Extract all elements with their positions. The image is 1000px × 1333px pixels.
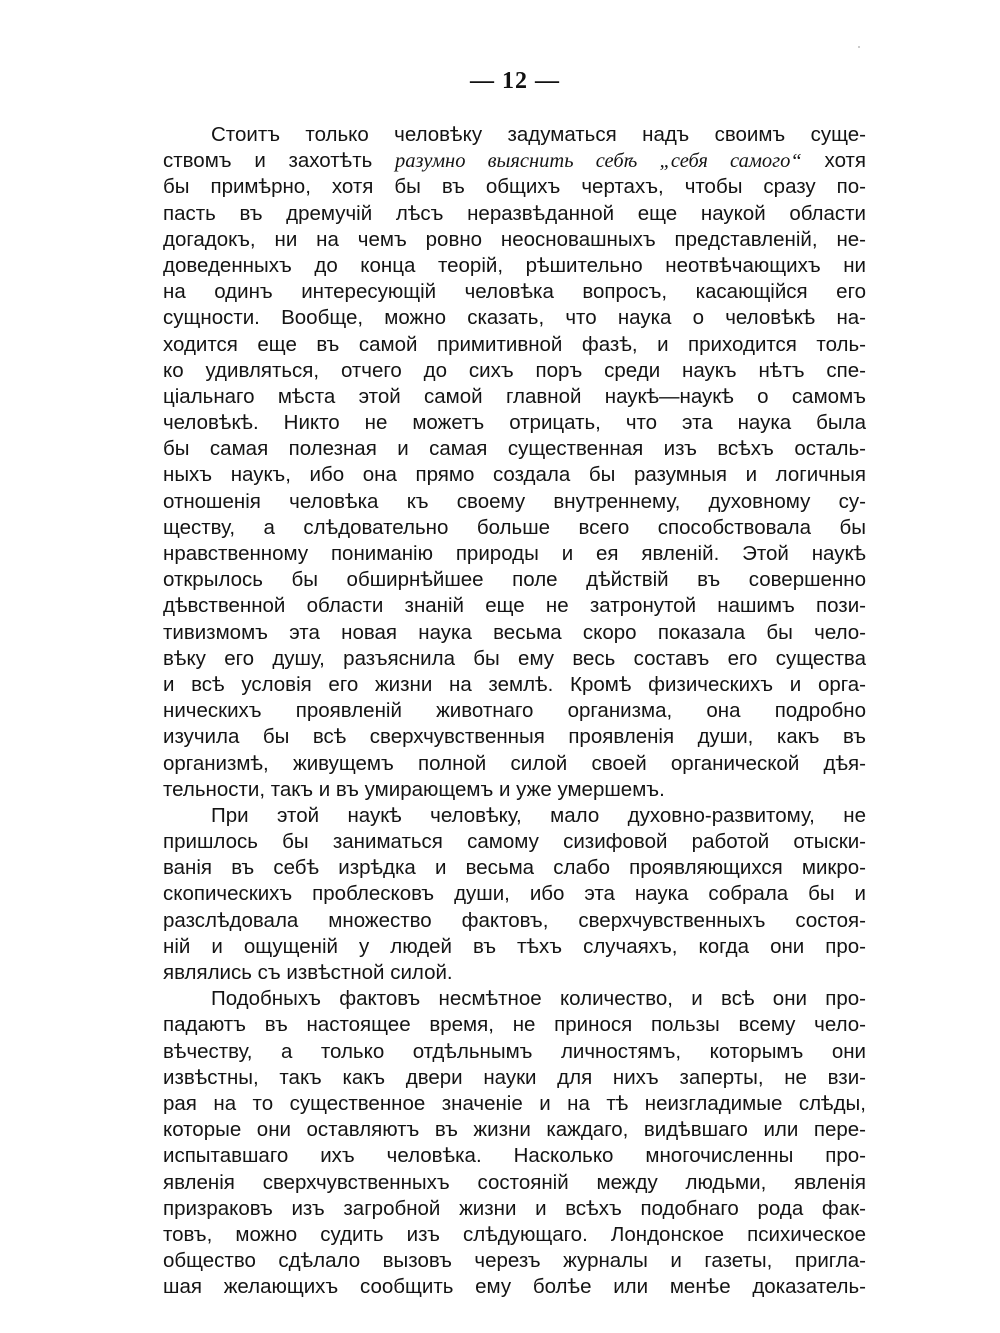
text-line: являлись съ извѣстной силой. — [163, 961, 453, 984]
text-line: При этой наукѣ человѣку, мало духовно-развитому, не — [211, 803, 866, 827]
text-line: и всѣ условія его жизни на землѣ. Кромѣ физическихъ и орга- — [163, 672, 866, 696]
text-line: общество сдѣлало вызовъ черезъ журналы и газеты, пригла- — [163, 1249, 866, 1273]
text-line: на одинъ интересующій человѣка вопросъ, касающійся его — [163, 280, 866, 304]
text-line: доведенныхъ до конца теорій, рѣшительно неотвѣчающихъ ни — [163, 253, 866, 277]
text-line: сущности. Вообще, можно сказать, что наука о человѣкѣ на- — [163, 306, 866, 330]
text-line: ныхъ наукъ, ибо она прямо создала бы разумныя и логичныя — [163, 463, 866, 487]
text-segment: хотя — [801, 149, 867, 173]
text-line: разслѣдовала множество фактовъ, сверхчувственныхъ состоя- — [163, 908, 866, 932]
text-line: вѣку его душу, разъяснила бы ему весь составъ его существа — [163, 646, 866, 670]
text-line: ническихъ проявленій животнаго организма, она подробно — [163, 699, 866, 723]
text-line: пасть въ дремучій лѣсъ неразвѣданной еще наукой области — [163, 201, 866, 225]
text-line: бы самая полезная и самая существенная изъ всѣхъ осталь- — [163, 437, 866, 461]
text-line: скопическихъ проблесковъ души, ибо эта наука собрала бы и — [163, 882, 866, 906]
page-number: — 12 — — [470, 68, 560, 94]
text-line: человѣкѣ. Никто не можетъ отрицать, что эта наука была — [163, 411, 866, 435]
text-segment: ствомъ и захотѣть — [163, 149, 395, 173]
text-line: отношенія человѣка къ своему внутреннему, духовному су- — [163, 489, 866, 513]
text-line: ходится еще въ самой примитивной фазѣ, и приходится толь- — [163, 332, 866, 356]
text-line: ществу, а слѣдовательно больше всего способствовала бы — [163, 515, 866, 539]
text-line: падаютъ въ настоящее время, не принося пользы всему чело- — [163, 1013, 866, 1037]
text-line: ко удивляться, отчего до сихъ поръ среди наукъ нѣтъ спе- — [163, 358, 866, 382]
italic-emphasis: разумно выяснить себѣ „себя самого“ — [395, 150, 802, 173]
scan-speck — [858, 46, 860, 48]
text-line — [163, 148, 866, 174]
paragraph — [163, 986, 866, 1300]
text-line: открылось бы обширнѣйшее поле дѣйствій въ совершенно — [163, 568, 866, 592]
text-line: дѣвственной области знаній еще не затронутой нашимъ пози- — [163, 594, 866, 618]
text-line: вѣчеству, а только отдѣльнымъ личностямъ, которымъ они — [163, 1039, 866, 1063]
text-line: которые они оставляютъ въ жизни каждаго, видѣвшаго или пере- — [163, 1118, 866, 1142]
text-line: ціальнаго мѣста этой самой главной наукѣ—наукѣ о самомъ — [163, 384, 866, 408]
paragraph — [163, 803, 866, 986]
body-text — [163, 122, 866, 1300]
text-line: ванія въ себѣ изрѣдка и весьма слабо проявляющихся микро- — [163, 856, 866, 880]
text-line: ній и ощущеній у людей въ тѣхъ случаяхъ, когда они про- — [163, 934, 866, 958]
paragraph — [163, 122, 866, 803]
text-line: рая на то существенное значеніе и на тѣ неизгладимые слѣды, — [163, 1091, 866, 1115]
text-line: шая желающихъ сообщить ему болѣе или менѣе доказатель- — [163, 1275, 866, 1299]
text-line: явленія сверхчувственныхъ состояній между людьми, явленія — [163, 1170, 866, 1194]
text-line: бы примѣрно, хотя бы въ общихъ чертахъ, чтобы сразу по- — [163, 175, 866, 199]
text-line: изучила бы всѣ сверхчувственныя проявленія души, какъ въ — [163, 725, 866, 749]
text-line: извѣстны, такъ какъ двери науки для нихъ заперты, не взи- — [163, 1065, 866, 1089]
text-line: Стоитъ только человѣку задуматься надъ своимъ суще- — [211, 123, 866, 146]
text-line: призраковъ изъ загробной жизни и всѣхъ подобнаго рода фак- — [163, 1196, 866, 1220]
text-line: Подобныхъ фактовъ несмѣтное количество, и всѣ они про- — [211, 987, 866, 1011]
text-line: товъ, можно судить изъ слѣдующаго. Лондонское психическое — [163, 1222, 866, 1246]
text-line: догадокъ, ни на чемъ ровно неосновашныхъ представленій, не- — [163, 227, 866, 251]
text-line: испытавшаго ихъ человѣка. Насколько многочисленны про- — [163, 1144, 866, 1168]
text-line: нравственному пониманію природы и ея явленій. Этой наукѣ — [163, 542, 866, 565]
text-line: тивизмомъ эта новая наука весьма скоро показала бы чело- — [163, 620, 866, 644]
text-line: тельности, такъ и въ умирающемъ и уже умершемъ. — [163, 777, 665, 801]
text-line: организмѣ, живущемъ полной силой своей органической дѣя- — [163, 751, 866, 775]
text-line: пришлось бы заниматься самому сизифовой работой отыски- — [163, 830, 866, 854]
